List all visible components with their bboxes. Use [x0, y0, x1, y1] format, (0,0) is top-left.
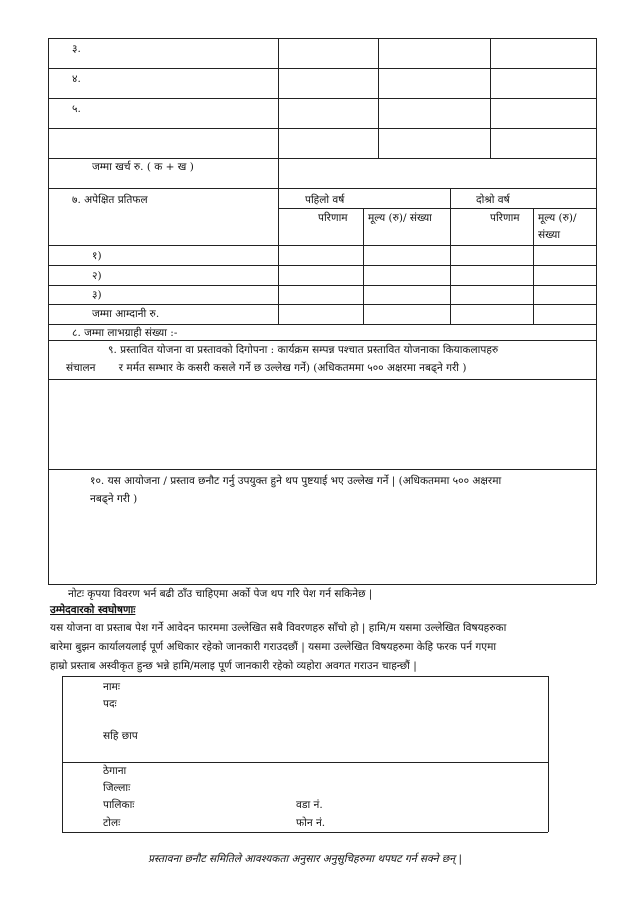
- municipality-label: पालिकाः: [103, 799, 135, 811]
- phone-label: फोन नं.: [296, 817, 326, 829]
- qty-header: परिणाम: [490, 212, 520, 224]
- declaration-line2: बारेमा बुझन कार्यालयलाई पूर्ण अधिकार रहेको जानकारी गराउदछौं | यसमा उल्लेखित विषयहरुमा केहि फरक पर्न गएमा: [50, 641, 497, 653]
- total-expense-label: जम्मा खर्च रु. ( क + ख ): [92, 161, 194, 173]
- address-label: ठेगाना: [103, 765, 127, 777]
- name-label: नामः: [103, 681, 120, 693]
- section-8-beneficiaries: ८. जम्मा लाभग्राही संख्या :-: [72, 327, 178, 339]
- section-10-line1: १०. यस आयोजना / प्रस्ताव छनौट गर्नु उपयुक्त हुने थप पुष्टयाई भए उल्लेख गर्ने | (अधिकतममा ५०० अक्षरमा: [90, 475, 502, 487]
- output-row-label: ३): [92, 289, 102, 301]
- declaration-title: उम्मेदवारको स्वघोषणाः: [50, 604, 136, 616]
- qty-header: परिणाम: [318, 212, 348, 224]
- section-9-line1: ९. प्रस्तावित योजना वा प्रस्तावको दिगोपना : कार्यक्रम सम्पन्न पश्चात प्रस्तावित योजनाका कियाकलापहरु: [108, 344, 499, 356]
- district-label: जिल्लाः: [103, 782, 131, 794]
- tole-label: टोलः: [103, 817, 121, 829]
- expense-row-label: ३.: [72, 43, 81, 55]
- value-header-line2: संख्या: [538, 229, 561, 241]
- note-text: नोटः कृपया विवरण भर्न बढी ठाँउ चाहिएमा अर्को पेज थप गरि पेश गर्न सकिनेछ |: [68, 588, 373, 600]
- output-row-label: २): [92, 270, 102, 282]
- value-header: मूल्य (रु)/ संख्या: [368, 212, 432, 224]
- total-income-label: जम्मा आम्दानी रु.: [92, 308, 160, 320]
- output-row-label: १): [92, 250, 102, 262]
- section-7-title: ७. अपेक्षित प्रतिफल: [72, 194, 148, 206]
- section-10-line2: नबढ्ने गरी ): [90, 493, 138, 505]
- declaration-line1: यस योजना वा प्रस्ताब पेश गर्ने आवेदन फारममा उल्लेखित सबै विवरणहरु साँचो हो | हामि/म यसमा उल्लेखित विषयहरुका: [50, 622, 507, 634]
- expense-row-label: ५.: [72, 103, 81, 115]
- year-1-header: पहिलो वर्ष: [305, 194, 345, 206]
- value-header-line1: मूल्य (रु)/: [538, 212, 577, 224]
- footer-note: प्रस्तावना छनौट समितिले आवश्यकता अनुसार अनुसुचिहरुमा थपघट गर्न सक्ने छन् |: [148, 853, 462, 865]
- post-label: पदः: [103, 698, 117, 710]
- sign-stamp-label: सहि छाप: [103, 730, 138, 742]
- ward-label: वडा नं.: [296, 799, 323, 811]
- declaration-line3: हाम्रो प्रस्ताब अस्वीकृत हुन्छ भन्ने हामि/मलाइ पूर्ण जानकारी रहेको व्यहोरा अवगत गराउन चाहन्छौं |: [50, 660, 417, 672]
- section-9-line2: संचालन र मर्मत सम्भार के कसरी कसले गर्ने छ उल्लेख गर्ने) (अधिकतममा ५०० अक्षरमा नबढ्ने गरी ): [66, 362, 467, 374]
- expense-row-label: ४.: [72, 73, 81, 85]
- year-2-header: दोश्रो वर्ष: [476, 194, 510, 206]
